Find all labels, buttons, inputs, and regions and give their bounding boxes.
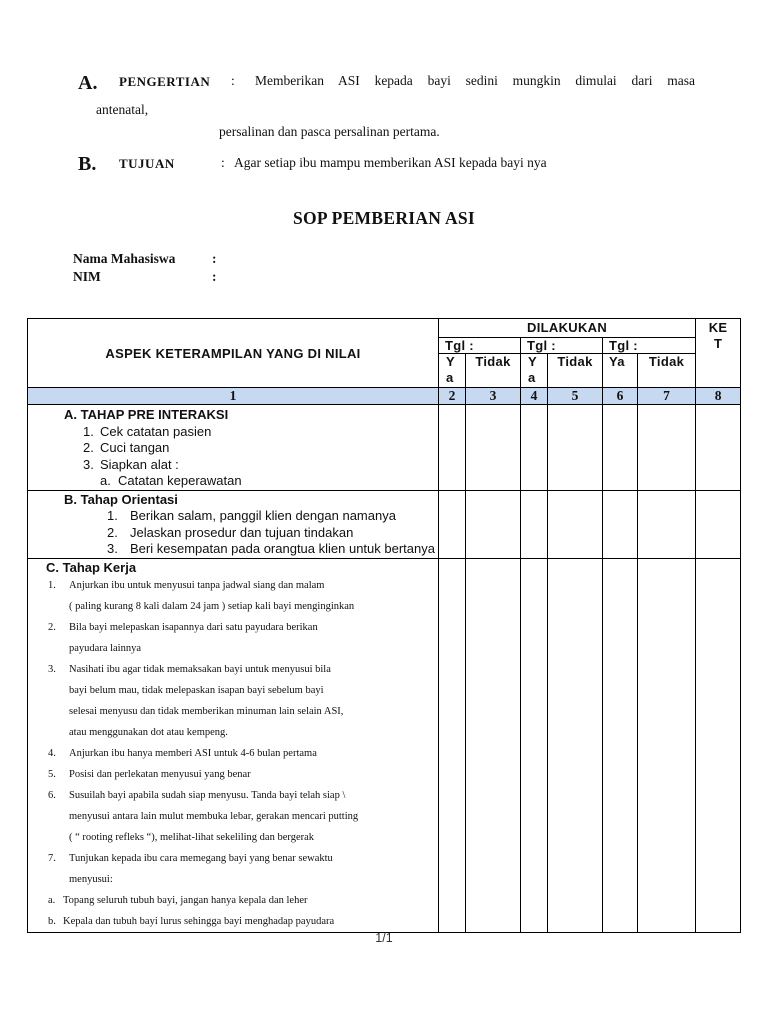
list-item: Catatan keperawatan <box>118 473 242 488</box>
done-header-cell <box>439 319 696 338</box>
kerja-line-text: selesai menyusu dan tidak memberikan minuman lain selain ASI, <box>69 705 344 717</box>
kerja-line-text: atau menggunakan dot atau kempeng. <box>69 726 228 738</box>
kerja-line-text: Susuilah bayi apabila sudah siap menyusu. Tanda bayi telah siap \ <box>69 789 346 801</box>
assessment-table <box>27 318 741 933</box>
section-a-text-line3: persalinan dan pasca persalinan pertama. <box>219 124 440 139</box>
section-a-colon: : <box>231 73 235 88</box>
list-number: 2. <box>83 440 94 455</box>
pre-interaksi-cell <box>28 405 439 491</box>
section-b-text: Agar setiap ibu mampu memberikan ASI kepada bayi nya <box>234 155 547 170</box>
kerja-line <box>46 743 438 764</box>
page-title: SOP PEMBERIAN ASI <box>292 208 476 228</box>
student-nim-label: NIM <box>73 269 101 284</box>
kerja-line <box>46 848 438 869</box>
list-item: Berikan salam, panggil klien dengan namanya <box>130 508 396 523</box>
student-name-colon: : <box>212 251 217 266</box>
kerja-line-number: 7. <box>48 852 56 864</box>
ya-header-3: Ya <box>603 354 638 388</box>
kerja-line <box>46 638 438 659</box>
ya-header-1: Y a <box>439 354 466 388</box>
list-number: 1. <box>83 423 94 439</box>
col-number: 7 <box>638 388 696 405</box>
kerja-line-text: ( “ rooting refleks “), melihat-lihat sekeliling dan bergerak <box>69 831 315 843</box>
done-header: DILAKUKAN <box>527 320 608 335</box>
kerja-line-number: 1. <box>48 579 56 591</box>
kerja-line-number: 5. <box>48 768 56 780</box>
table-row-orientasi <box>28 490 741 558</box>
col-number: 3 <box>466 388 521 405</box>
student-nim-colon: : <box>212 269 217 284</box>
kerja-line-number: 2. <box>48 621 56 633</box>
section-a-letter: A. <box>78 72 98 94</box>
table-row-kerja <box>28 558 741 932</box>
kerja-line <box>46 575 438 596</box>
col-number: 2 <box>439 388 466 405</box>
kerja-line <box>46 869 438 890</box>
list-number: 2. <box>107 524 118 540</box>
pre-interaksi-title: A. TAHAP PRE INTERAKSI <box>64 407 229 422</box>
kerja-line-text: payudara lainnya <box>69 642 142 654</box>
kerja-line-text: Anjurkan ibu untuk menyusui tanpa jadwal siang dan malam <box>69 579 325 591</box>
tgl-header-3: Tgl : <box>603 338 696 354</box>
list-item: Cek catatan pasien <box>100 423 212 439</box>
kerja-line-text: ( paling kurang 8 kali dalam 24 jam ) setiap kali bayi menginginkan <box>69 600 355 612</box>
kerja-line-text: Posisi dan perlekatan menyusui yang benar <box>69 768 251 780</box>
kerja-line-text: Nasihati ibu agar tidak memaksakan bayi untuk menyusui bila <box>69 663 331 675</box>
kerja-line <box>46 680 438 701</box>
list-item: Beri kesempatan pada orangtua klien untuk bertanya <box>130 541 435 556</box>
column-number-row <box>28 388 741 405</box>
ket-header-line2: T <box>713 336 723 351</box>
kerja-line-text: Kepala dan tubuh bayi lurus sehingga bayi menghadap payudara <box>63 915 335 927</box>
col-number: 6 <box>603 388 638 405</box>
tgl-header-2: Tgl : <box>521 338 603 354</box>
col-number: 4 <box>521 388 548 405</box>
col-number: 1 <box>28 388 439 405</box>
tidak-header-3: Tidak <box>638 354 696 388</box>
kerja-line <box>46 701 438 722</box>
section-b-label: TUJUAN <box>119 156 175 171</box>
kerja-line-number <box>46 596 69 617</box>
kerja-line <box>46 785 438 806</box>
kerja-line-text: menyusui: <box>69 873 113 885</box>
kerja-line <box>46 659 438 680</box>
kerja-title: C. Tahap Kerja <box>46 559 137 575</box>
kerja-line <box>46 764 438 785</box>
kerja-line <box>46 890 438 911</box>
section-a-label: PENGERTIAN <box>119 74 211 89</box>
col-number: 8 <box>696 388 741 405</box>
list-item: Jelaskan prosedur dan tujuan tindakan <box>130 524 354 540</box>
kerja-line-number <box>46 680 69 701</box>
list-item: Siapkan alat : <box>100 456 179 472</box>
kerja-line-number <box>46 827 69 848</box>
kerja-line <box>46 596 438 617</box>
ket-header-cell <box>696 319 741 388</box>
aspect-header: ASPEK KETERAMPILAN YANG DI NILAI <box>105 345 361 361</box>
orientasi-title: B. Tahap Orientasi <box>64 491 178 507</box>
kerja-line-number <box>46 701 69 722</box>
tgl-header-1: Tgl : <box>439 338 521 354</box>
kerja-line <box>46 617 438 638</box>
kerja-line <box>46 722 438 743</box>
ya-header-2: Y a <box>521 354 548 388</box>
kerja-line-text: Bila bayi melepaskan isapannya dari satu payudara berikan <box>69 621 318 633</box>
page-number: 1/1 <box>375 931 393 945</box>
list-number: 3. <box>107 541 118 556</box>
kerja-line-number <box>46 638 69 659</box>
kerja-line-number <box>46 806 69 827</box>
list-item: Cuci tangan <box>100 440 170 455</box>
kerja-line-number <box>46 722 69 743</box>
kerja-line <box>46 806 438 827</box>
kerja-line-number: 6. <box>48 789 56 801</box>
section-b-letter: B. <box>78 153 97 175</box>
kerja-line-text: Tunjukan kepada ibu cara memegang bayi yang benar sewaktu <box>69 852 333 864</box>
orientasi-cell <box>28 490 439 558</box>
kerja-line <box>46 911 438 932</box>
kerja-line-number: a. <box>48 894 56 906</box>
list-number: a. <box>100 473 111 488</box>
kerja-line-text: Anjurkan ibu hanya memberi ASI untuk 4-6 bulan pertama <box>69 747 317 759</box>
col-number: 5 <box>548 388 603 405</box>
tidak-header-1: Tidak <box>466 354 521 388</box>
section-a-text-line1: Memberikan ASI kepada bayi sedini mungkin dimulai dari masa <box>255 73 695 88</box>
kerja-list <box>46 575 438 932</box>
kerja-cell <box>28 558 439 932</box>
kerja-line-number: 4. <box>48 747 56 759</box>
ket-header-line1: KE <box>708 320 728 335</box>
section-b-colon: : <box>221 155 225 170</box>
kerja-line-number <box>46 869 69 890</box>
list-number: 1. <box>107 508 118 523</box>
kerja-line-number: b. <box>48 915 56 927</box>
kerja-line-text: bayi belum mau, tidak melepaskan isapan bayi sebelum bayi <box>69 684 324 696</box>
kerja-line-number: 3. <box>48 663 56 675</box>
student-name-label: Nama Mahasiswa <box>73 251 176 266</box>
section-a-text-line2: antenatal, <box>96 102 149 117</box>
kerja-line <box>46 827 438 848</box>
table-row-pre-interaksi <box>28 405 741 491</box>
kerja-line-text: Topang seluruh tubuh bayi, jangan hanya kepala dan leher <box>63 894 308 906</box>
aspect-header-cell <box>28 319 439 388</box>
tidak-header-2: Tidak <box>548 354 603 388</box>
list-number: 3. <box>83 456 94 472</box>
kerja-line-text: menyusui antara lain mulut membuka lebar, gerakan mencari putting <box>69 810 359 822</box>
